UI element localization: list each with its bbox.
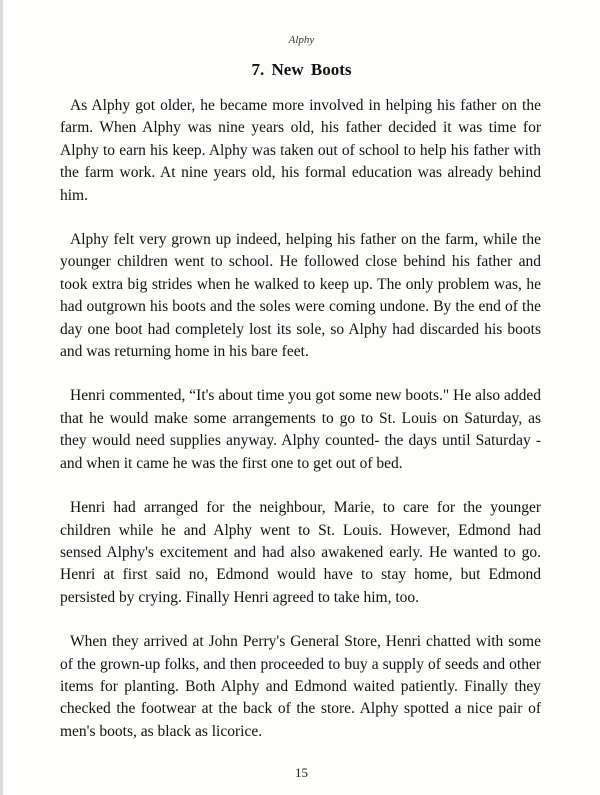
page-number: 15 xyxy=(295,765,308,780)
paragraph: Henri had arranged for the neighbour, Marie, to care for the younger children while he and Alphy went to St. Louis. However, Edmond had sensed Alphy's excitement and had also awakened early. He wanted to go. Henri at first said no, Edmond would have to stay home, but Edmond persisted by crying. Finally Henri agreed to take him, too. xyxy=(60,499,541,606)
running-header: Alphy xyxy=(288,34,315,46)
paragraph: Henri commented, “It's about time you got some new boots." He also added that he would make some arrangements to go to St. Louis on Saturday, as they would need supplies anyway. Alphy counted- the days until Saturday - and when it came he was the first one to get out of bed. xyxy=(60,387,541,472)
paragraph: When they arrived at John Perry's General Store, Henri chatted with some of the grown-up folks, and then proceeded to buy a supply of seeds and other items for planting. Both Alphy and Edmond waited patiently. Finally they checked the footwear at the back of the store. Alphy spotted a nice pair of men's boots, as black as licorice. xyxy=(60,633,541,740)
paragraph: Alphy felt very grown up indeed, helping his father on the farm, while the younger children went to school. He followed close behind his father and took extra big strides when he walked to keep up. The only problem was, he had outgrown his boots and the soles were coming undone. By the end of the day one boot had completely lost its sole, so Alphy had discarded his boots and was returning home in his bare feet. xyxy=(60,231,541,361)
paragraph: As Alphy got older, he became more involved in helping his father on the farm. When Alphy was nine years old, his father decided it was time for Alphy to earn his keep. Alphy was taken out of school to help his father with the farm work. At nine years old, his formal education was already behind him. xyxy=(60,97,541,204)
chapter-title: 7. New Boots xyxy=(251,60,352,79)
body-text xyxy=(60,95,541,765)
